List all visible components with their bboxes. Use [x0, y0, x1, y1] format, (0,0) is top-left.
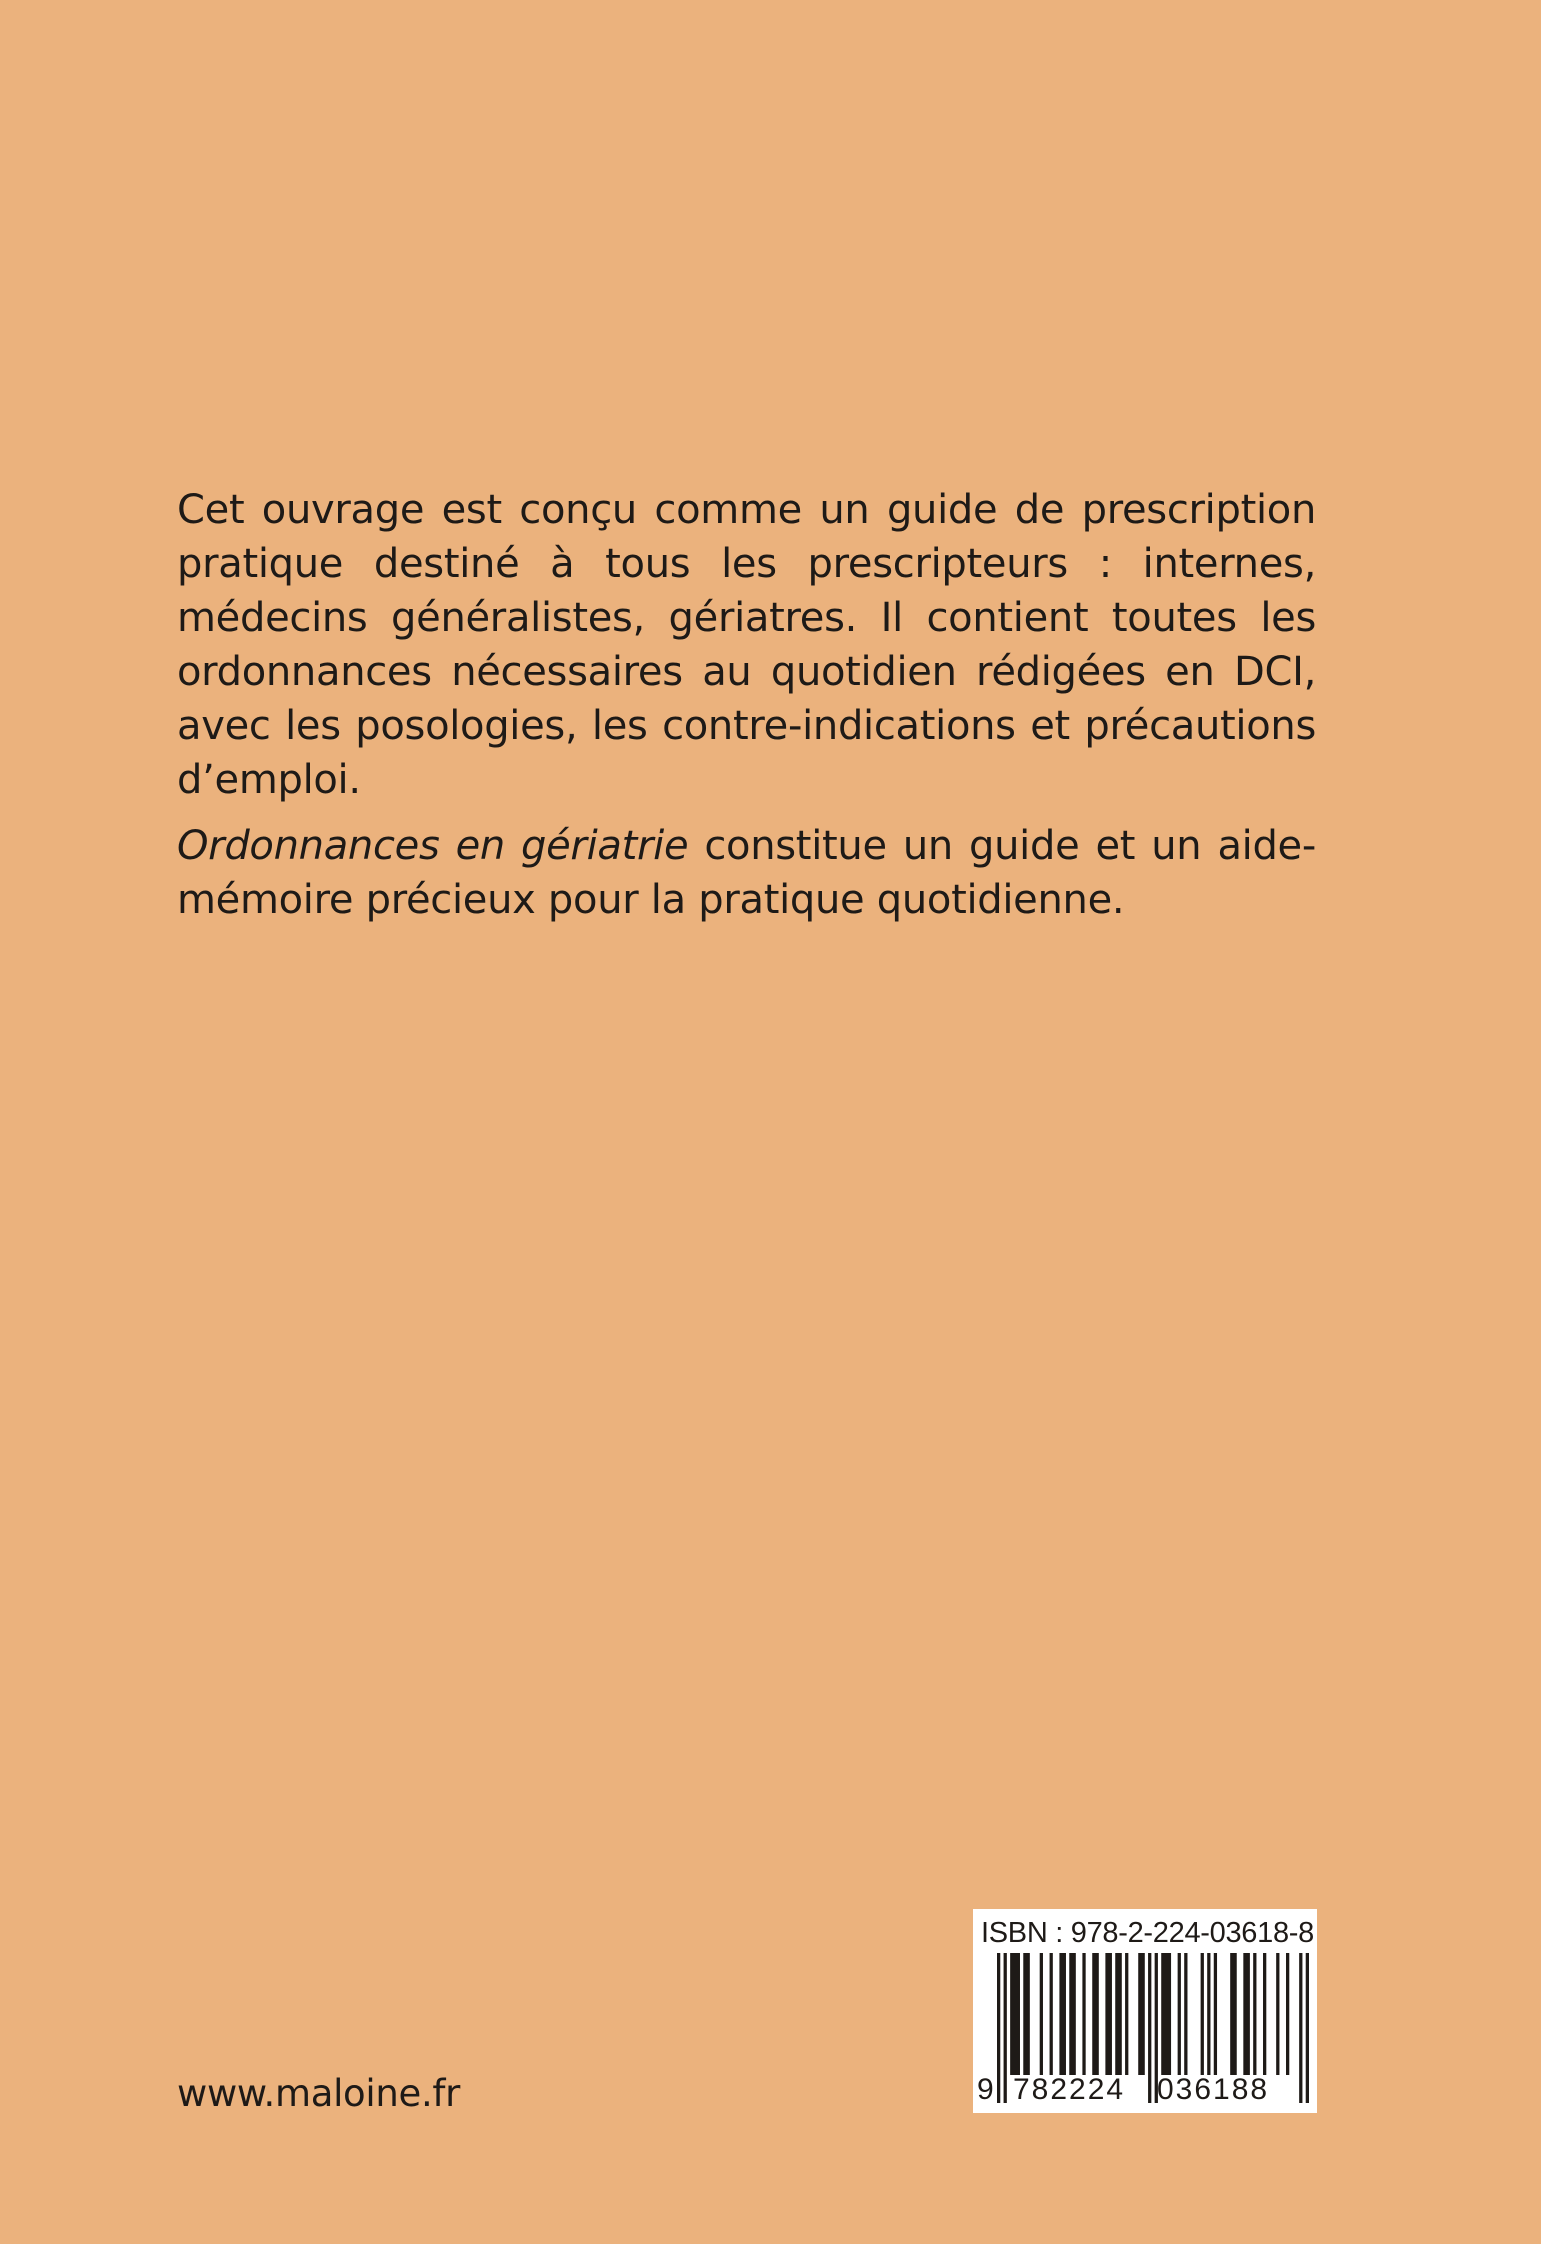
- ean-first-digit: 9: [977, 2073, 994, 2106]
- barcode-bar: [1263, 1953, 1266, 2075]
- blurb-paragraph-2-text: constitue un guide et un aide-mémoire précieux pour la pratique quotidienne.: [177, 823, 1316, 923]
- blurb-paragraph-1: Cet ouvrage est conçu comme un guide de prescription pratique destiné à tous les prescripteurs : internes, médecins généralistes, gériatres. Il contient toutes les ordonnances nécessaires au quotidien rédigées en DCI, avec les posologies, les contre-indications et précautions d’emploi.: [177, 487, 1316, 803]
- barcode-bar: [1059, 1953, 1066, 2075]
- barcode-bar: [1050, 1953, 1053, 2075]
- barcode-guard-bar: [1148, 1953, 1151, 2103]
- barcode-bar: [1092, 1953, 1099, 2075]
- barcode-guard-bar: [997, 1953, 1000, 2103]
- barcode-bar: [1010, 1953, 1020, 2075]
- isbn-barcode: [973, 1909, 1317, 2113]
- barcode-bar: [1178, 1953, 1181, 2075]
- barcode-bar: [1214, 1953, 1217, 2075]
- barcode-guard-bar: [1306, 1953, 1309, 2103]
- isbn-label: ISBN : 978-2-224-03618-8: [981, 1917, 1314, 1949]
- barcode-guard-bar: [1299, 1953, 1302, 2103]
- barcode-bar: [1023, 1953, 1030, 2075]
- barcode-bar: [1286, 1953, 1289, 2075]
- back-cover-blurb: [177, 483, 1316, 927]
- barcode-bar: [1069, 1953, 1076, 2075]
- barcode-bar: [1115, 1953, 1122, 2075]
- ean-right-digits: 036188: [1157, 2073, 1270, 2106]
- barcode-bar: [1207, 1953, 1210, 2075]
- publisher-website: www.maloine.fr: [177, 2072, 461, 2115]
- barcode-bar: [1040, 1953, 1043, 2075]
- barcode-bar: [1230, 1953, 1237, 2075]
- barcode-bar: [1253, 1953, 1256, 2075]
- barcode-guard-bar: [1004, 1953, 1007, 2103]
- barcode-bar: [1125, 1953, 1128, 2075]
- barcode-bar: [1184, 1953, 1187, 2075]
- barcode-bar: [1201, 1953, 1204, 2075]
- barcode-bar: [1276, 1953, 1279, 2075]
- book-title: Ordonnances en gériatrie: [177, 823, 689, 869]
- barcode-bar: [1161, 1953, 1171, 2075]
- ean-left-digits: 782224: [1013, 2073, 1126, 2106]
- barcode-bar: [1138, 1953, 1145, 2075]
- blurb-paragraph-2: [177, 819, 1316, 927]
- barcode-bar: [1082, 1953, 1085, 2075]
- barcode-bar: [1105, 1953, 1112, 2075]
- barcode-bar: [1243, 1953, 1250, 2075]
